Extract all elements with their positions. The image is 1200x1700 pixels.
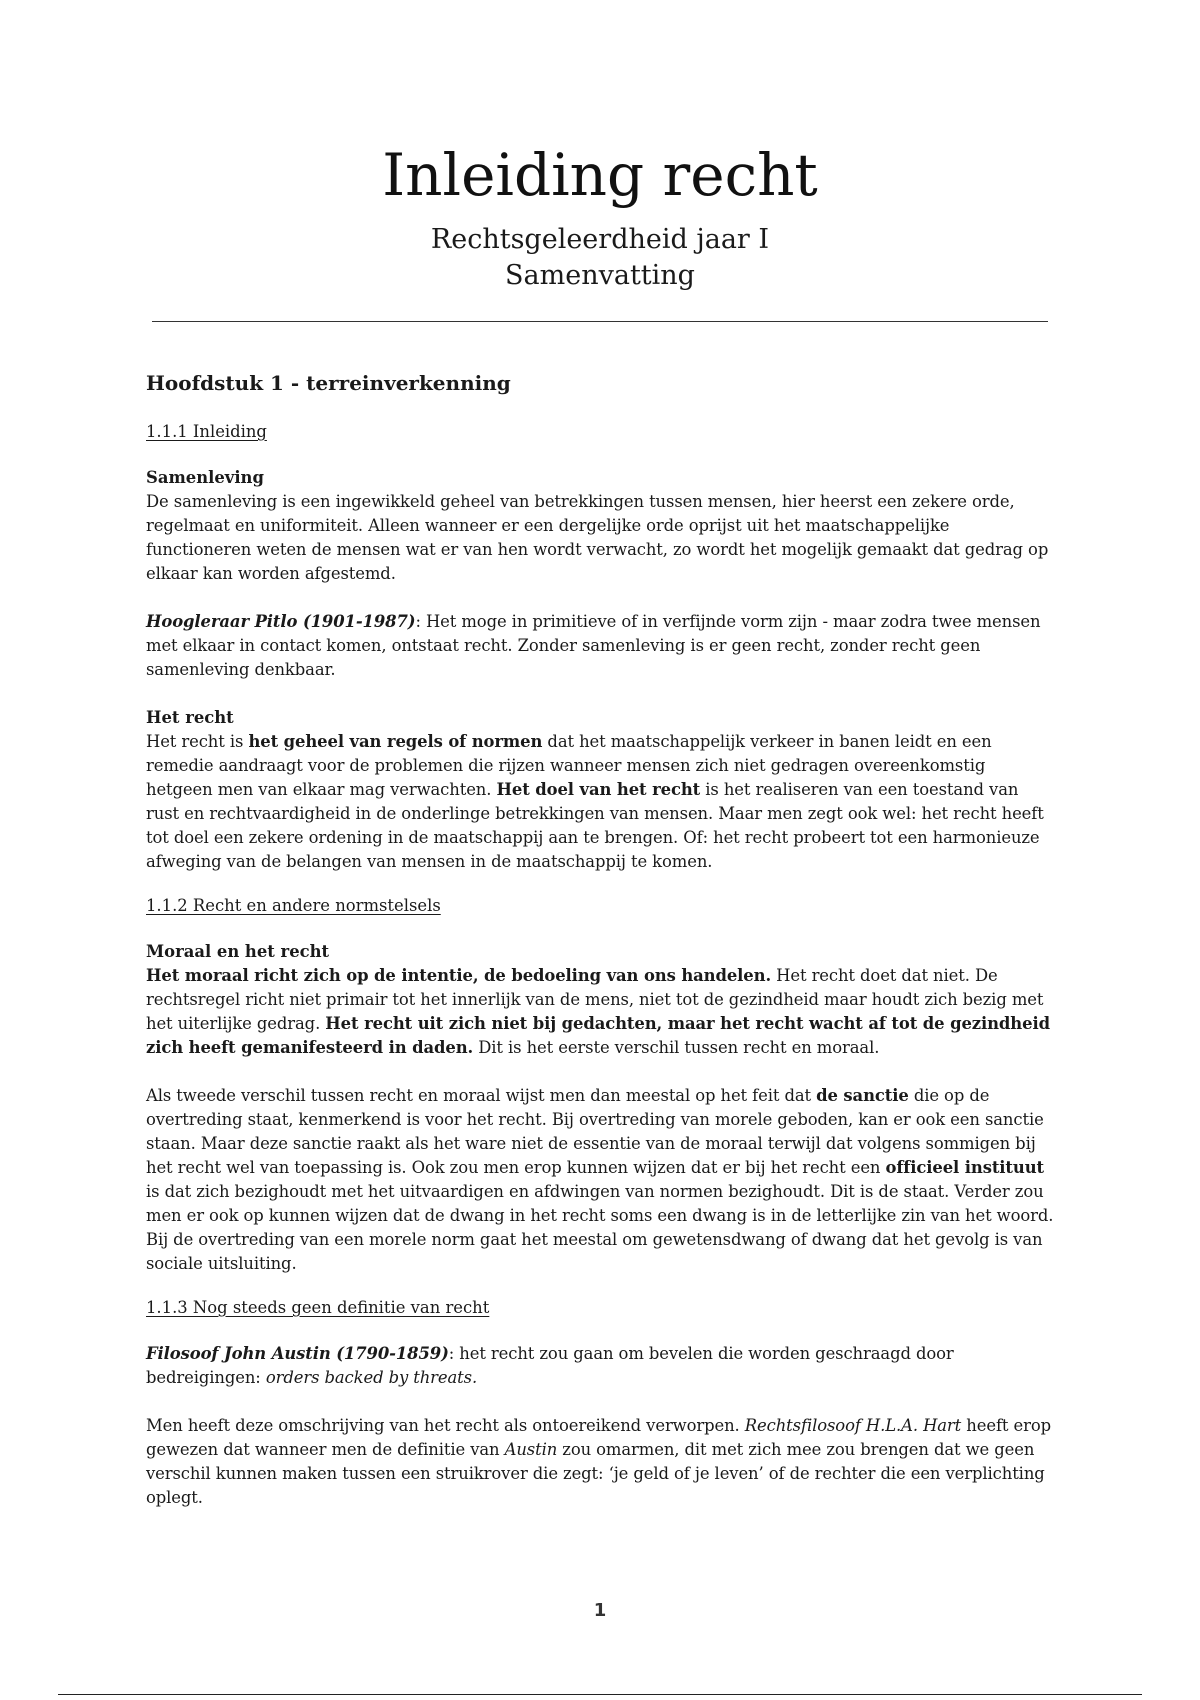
- section-heading-1-1-3: 1.1.3 Nog steeds geen definitie van recht: [146, 1298, 490, 1317]
- document-title: Inleiding recht: [382, 141, 818, 209]
- italic-run: Austin: [504, 1440, 558, 1459]
- pitlo-text: : Het moge in primitieve of in verfijnde vorm zijn - maar zodra twee mensen met elkaar in contact komen, ontstaat recht. Zonder samenleving is er geen recht, zonder recht geen samenleving denkbaar.: [146, 612, 1041, 679]
- subheading-het-recht: Het recht: [146, 708, 234, 727]
- document-body: [146, 368, 1056, 1534]
- bold-run: het geheel van regels of normen: [248, 732, 543, 751]
- subheading-samenleving: Samenleving: [146, 468, 264, 487]
- subheading-moraal: Moraal en het recht: [146, 942, 330, 961]
- section-heading-1-1-2: 1.1.2 Recht en andere normstelsels: [146, 896, 441, 915]
- paragraph-pitlo: [146, 610, 1056, 682]
- document-subtitle-2: Samenvatting: [505, 260, 695, 291]
- paragraph-hart: [146, 1414, 1056, 1510]
- paragraph-het-recht: [146, 730, 1056, 874]
- page-number: 1: [593, 1600, 607, 1621]
- page-bottom-divider: [58, 1694, 1142, 1695]
- austin-name: Filosoof John Austin (1790-1859): [146, 1344, 449, 1363]
- header-divider: [152, 321, 1048, 322]
- text-run: Het recht doet dat niet. De rechtsregel richt niet primair tot het innerlijk van de mens, niet tot de gezindheid maar houdt zich bezig met het uiterlijke gedrag.: [146, 966, 1044, 1033]
- bold-run: de sanctie: [816, 1086, 909, 1105]
- paragraph-moraal: [146, 964, 1056, 1060]
- text-run: zou omarmen, dit met zich mee zou brengen dat we geen verschil kunnen maken tussen een struikrover die zegt: ‘je geld of je leven’ of de rechter die een verplichting oplegt.: [146, 1440, 1045, 1507]
- italic-run: orders backed by threats.: [265, 1368, 478, 1387]
- text-run: Als tweede verschil tussen recht en moraal wijst men dan meestal op het feit dat: [146, 1086, 817, 1105]
- chapter-heading: Hoofdstuk 1 - terreinverkenning: [146, 371, 511, 395]
- paragraph-samenleving: De samenleving is een ingewikkeld geheel van betrekkingen tussen mensen, hier heerst een zekere orde, regelmaat en uniformiteit. Alleen wanneer er een dergelijke orde oprijst uit het maatschappelijke functioneren weten de mensen wat er van hen wordt verwacht, zo wordt het mogelijk gemaakt dat gedrag op elkaar kan worden afgestemd.: [146, 492, 1049, 583]
- bold-run: Het recht uit zich niet bij gedachten, maar het recht wacht af tot de gezindheid zich heeft gemanifesteerd in daden.: [146, 1014, 1050, 1057]
- bold-run: officieel instituut: [885, 1158, 1045, 1177]
- text-run: Dit is het eerste verschil tussen recht en moraal.: [473, 1038, 880, 1057]
- text-run: Het recht is: [146, 732, 249, 751]
- italic-run: Rechtsfilosoof H.L.A. Hart: [744, 1416, 962, 1435]
- paragraph-austin: [146, 1342, 1056, 1390]
- text-run: heeft erop gewezen dat wanneer men de definitie van: [146, 1416, 1051, 1459]
- document-subtitle: Rechtsgeleerdheid jaar I: [430, 224, 770, 255]
- paragraph-tweede-verschil: [146, 1084, 1056, 1276]
- text-run: is dat zich bezighoudt met het uitvaardigen en afdwingen van normen bezighoudt. Dit is de staat. Verder zou men er ook op kunnen wijzen dat de dwang in het recht soms een dwang is in de letterlijke zin van het woord. Bij de overtreding van een morele norm gaat het meestal om gewetensdwang of dwang dat het gevolg is van sociale uitsluiting.: [146, 1182, 1054, 1273]
- text-run: is het realiseren van een toestand van rust en rechtvaardigheid in de onderlinge betrekkingen van mensen. Maar men zegt ook wel: het recht heeft tot doel een zekere ordening in de maatschappij aan te brengen. Of: het recht probeert tot een harmonieuze afweging van de belangen van mensen in de maatschappij te komen.: [146, 780, 1044, 871]
- text-run: : het recht zou gaan om bevelen die worden geschraagd door bedreigingen:: [146, 1344, 954, 1387]
- pitlo-name: Hoogleraar Pitlo (1901-1987): [146, 612, 416, 631]
- text-run: dat het maatschappelijk verkeer in banen leidt en een remedie aandraagt voor de problemen die rijzen wanneer mensen zich niet gedragen overeenkomstig hetgeen men van elkaar mag verwachten.: [146, 732, 992, 799]
- section-heading-1-1-1: 1.1.1 Inleiding: [146, 422, 267, 441]
- bold-run: Het doel van het recht: [496, 780, 701, 799]
- bold-run: Het moraal richt zich op de intentie, de bedoeling van ons handelen.: [146, 966, 772, 985]
- text-run: die op de overtreding staat, kenmerkend is voor het recht. Bij overtreding van morele geboden, kan er ook een sanctie staan. Maar deze sanctie raakt als het ware niet de essentie van de moraal terwijl dat volgens sommigen bij het recht wel van toepassing is. Ook zou men erop kunnen wijzen dat er bij het recht een: [146, 1086, 1044, 1177]
- text-run: Men heeft deze omschrijving van het recht als ontoereikend verworpen.: [146, 1416, 745, 1435]
